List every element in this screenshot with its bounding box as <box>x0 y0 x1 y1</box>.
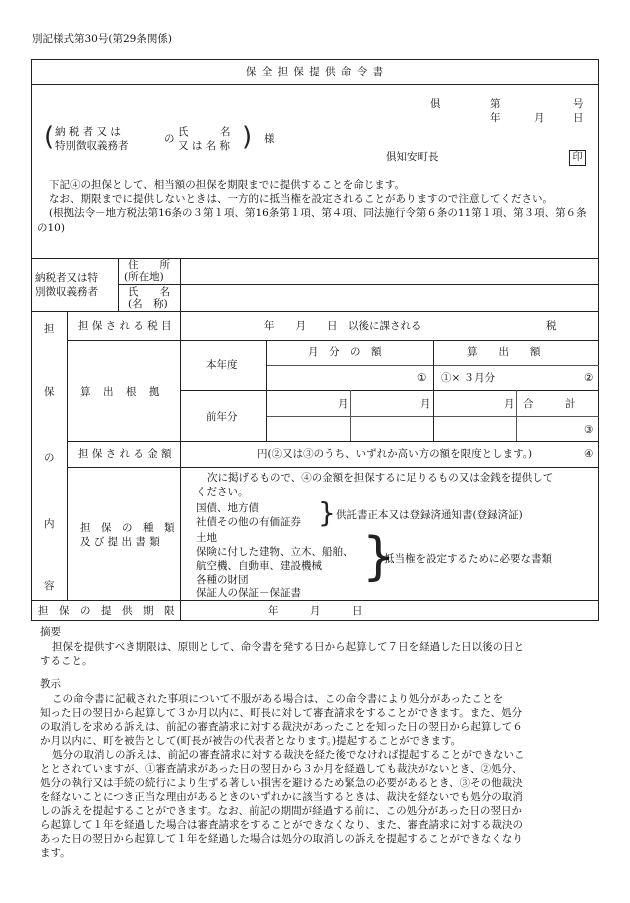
right-bracket-icon: ) <box>242 122 253 152</box>
side-char-2: 保 <box>44 386 55 398</box>
collateral-side-divider <box>67 311 68 600</box>
basis-v3 <box>350 390 351 441</box>
kind-a2: 社債その他の有価証券 <box>196 516 301 528</box>
doc-number-go: 号 <box>573 98 584 110</box>
total-label: 合 計 <box>523 398 576 410</box>
notice-line: ます。 <box>40 847 71 859</box>
address-label: 住 所 <box>128 259 170 271</box>
notice-line: あった日の翌日から起算して１年を経過した場合は処分の取消しの訴えを提起することができなくなり <box>40 833 523 845</box>
taxpayer-v2 <box>180 258 181 311</box>
notice-line: ら起算して１年を経過した場合は審査請求をすることができなくなり、また、審査請求に対する裁決の <box>40 819 523 831</box>
amount-label: 担 保 さ れ る 金 額 <box>78 448 172 460</box>
date-year: 年 <box>490 112 501 124</box>
kind-intro-line2: ください。 <box>196 486 249 498</box>
kind-a1: 国債、地方債 <box>196 502 259 514</box>
notice-line: しの訴えを提起することができます。なお、前記の期間が経過する前に、この処分があった日の翌日か <box>40 805 523 817</box>
basis-v2 <box>433 340 434 441</box>
address-label-sub: (所在地) <box>124 271 164 283</box>
month-amount-header: 月 分 の 額 <box>308 346 382 358</box>
intro-line1: 下記④の担保として、相当額の担保を期限までに提供することを命じます。 <box>49 179 405 191</box>
kind-b3: 航空機、自動車、建設機械 <box>196 560 322 572</box>
doc-number-dai: 第 <box>490 98 501 110</box>
notice-line: 処分の取消しの訴えは、前記の審査請求に対する裁決を経た後でなければ提起することができないこ <box>52 749 525 761</box>
basis-mid-line <box>180 390 599 391</box>
side-char-4: 内 <box>44 518 55 530</box>
taxpayer-bottom-line <box>31 311 599 312</box>
summary-heading: 摘要 <box>40 626 61 638</box>
notice-line: この命令書に記載された事項について不服がある場合は、この命令書により処分があったことを <box>52 693 504 705</box>
notice-line: か月以内に、町を被告として(町長が被告の代表者となります。)提起することができます。 <box>40 735 462 747</box>
brace-a-icon: } <box>318 496 336 529</box>
addressee-sama: 様 <box>264 133 275 145</box>
document-title: 保 全 担 保 提 供 命 令 書 <box>245 66 385 78</box>
calc-amount-header: 算 出 額 <box>467 346 541 358</box>
kinds-bottom-line <box>31 600 599 601</box>
side-char-3: の <box>44 452 55 464</box>
circle-4: ④ <box>584 448 594 460</box>
circle-3: ③ <box>584 424 594 436</box>
name-label-sub: (名 称) <box>128 298 168 310</box>
notice-line: ととされていますが、①審査請求があった日の翌日から３か月を経過しても裁決がないとき、②処分、 <box>40 763 523 775</box>
addressee-no: の <box>164 133 175 145</box>
kind-b2: 保険に付した建物、立木、船舶、 <box>196 546 354 558</box>
seal-mark: 印 <box>569 150 586 166</box>
brace-b-icon: } <box>362 527 396 587</box>
kind-b4: 各種の財団 <box>196 574 249 586</box>
kind-b-doc: 抵当権を設定するために必要な書類 <box>384 553 552 565</box>
date-month: 月 <box>534 112 545 124</box>
tax-item-label: 担 保 さ れ る 税 目 <box>78 320 172 332</box>
doc-number-prefix: 俱 <box>430 98 441 110</box>
tax-item-suffix: 税 <box>546 320 557 332</box>
basis-v4 <box>516 390 517 441</box>
circle-1: ① <box>417 372 427 384</box>
intro-text <box>37 178 593 235</box>
taxpayer-mid-line <box>118 284 599 285</box>
deadline-value: 年 月 日 <box>268 605 363 617</box>
kind-intro-line1: 次に掲げるもので、④の金額を担保するに足りるもの又は金銭を提供して <box>207 472 554 484</box>
tax-item-value: 年 月 日 以後に課される <box>264 320 422 332</box>
prev-month-2: 月 <box>420 398 431 410</box>
summary-line1: 担保を提供すべき期限は、原則として、命令書を発する日から起算して７日を経過した日以後の日と <box>52 641 525 653</box>
basis-bottom-line <box>67 441 599 442</box>
notice-line: を経ないことにつき正当な理由があるときのいずれかに該当するときは、裁決を経ないでも処分の取消 <box>40 791 523 803</box>
prev-year-label: 前年分 <box>206 411 238 423</box>
notice-line: の取消しを求める訴えは、前記の審査請求に対する裁決があったことを知った日の翌日から起算して６ <box>40 721 523 733</box>
addressee-left-line1: 納 税 者 又 は <box>55 126 121 138</box>
notice-line: 知った日の翌日から起算して３か月以内に、町長に対して審査請求をすることができます。また、処分 <box>40 707 523 719</box>
kind-label-line1: 担 保 の 種 類 <box>80 522 175 534</box>
addressee-right-line1: 氏 名 <box>178 126 231 138</box>
side-char-5: 容 <box>44 580 55 592</box>
notice-line: 処分の執行又は手続の続行により生ずる著しい損害を避けるため緊急の必要があるとき、③その他裁決 <box>40 777 523 789</box>
taxpayer-top-line <box>31 258 599 259</box>
issuer-name: 俱知安町長 <box>386 151 439 163</box>
addressee-right-line2: 又 は 名 称 <box>178 140 231 152</box>
addressee-left-line2: 特別徴収義務者 <box>55 140 129 152</box>
intro-line3: (根拠法令－地方税法第16条の３第１項、第16条第１項、第４項、同法施行令第６条の11第１項、第３項、第６条の10) <box>37 207 587 234</box>
deadline-label: 担 保 の 提 供 期 限 <box>38 605 175 617</box>
collateral-label-divider <box>180 311 181 621</box>
circle-2: ② <box>584 372 594 384</box>
basis-v1 <box>266 340 267 441</box>
amount-bottom-line <box>67 467 599 468</box>
kind-b1: 土地 <box>196 532 217 544</box>
prev-month-1: 月 <box>338 398 349 410</box>
prev-month-3: 月 <box>504 398 515 410</box>
basis-label: 算 出 根 拠 <box>80 386 161 398</box>
form-id: 別記様式第30号(第29条関係) <box>32 33 172 45</box>
title-divider <box>31 84 599 85</box>
kind-a-doc: 供託書正本又は登録済通知書(登録済証) <box>336 509 523 521</box>
notice-heading: 教示 <box>40 678 61 690</box>
summary-line2: すること。 <box>40 655 93 667</box>
tax-item-bottom-line <box>67 340 599 341</box>
current-year-label: 本年度 <box>206 359 238 371</box>
taxpayer-label-line2: 別徴収義務者 <box>35 286 98 298</box>
taxpayer-v1 <box>118 258 119 311</box>
intro-line2: なお、期限までに提供しないときは、一方的に抵当権を設定されることがありますので注意してください。 <box>49 193 553 206</box>
amount-value: 円(②又は③のうち、いずれか高い方の額を限度とします。) <box>257 448 533 460</box>
taxpayer-label-line1: 納税者又は特 <box>35 272 98 284</box>
kind-label-line2: 及 び 提 出 書 類 <box>80 536 160 548</box>
date-day: 日 <box>573 112 584 124</box>
side-char-1: 担 <box>44 323 55 335</box>
kind-c: 保証人の保証－保証書 <box>196 587 301 599</box>
name-label: 氏 名 <box>128 286 170 298</box>
left-bracket-icon: ( <box>44 122 55 152</box>
times-3-months: ①× ３月分 <box>441 372 496 384</box>
